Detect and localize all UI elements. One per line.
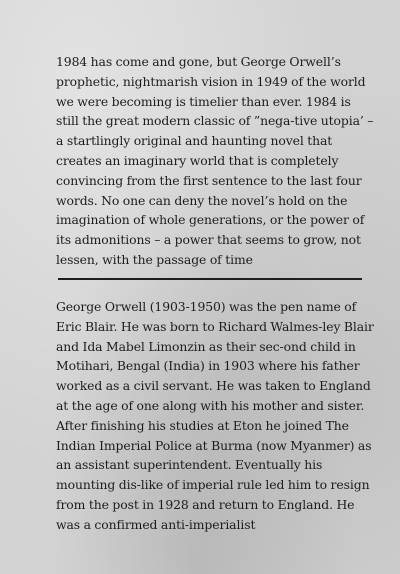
author-bio-paragraph: George Orwell (1903-1950) was the pen name of Eric Blair. He was born to Richard Walmes-ley Blair and Ida Mabel Limonzin as their sec-ond child in Motihari, Bengal (India) in 1903 where his father worked as a civil servant. He was taken to England at the age of one along with his mother and sister. After finishing his studies at Eton he joined The Indian Imperial Police at Burma (now Myanmer) as an assistant superintendent. Eventually his mounting dis-like of imperial rule led him to resign from the post in 1928 and return to England. He was a confirmed anti-imperialist: [56, 299, 374, 532]
book-blurb-paragraph: 1984 has come and gone, but George Orwell’s prophetic, nightmarish vision in 1949 of the world we were becoming is timelier than ever. 1984 is still the great modern classic of ”nega-tive utopia’ – a startlingly original and haunting novel that creates an imaginary world that is completely convincing from the first sentence to the last four words. No one can deny the novel’s hold on the imagination of whole generations, or the power of its admonitions – a power that seems to grow, not lessen, with the passage of time: [56, 54, 374, 267]
section-divider: [58, 278, 362, 280]
